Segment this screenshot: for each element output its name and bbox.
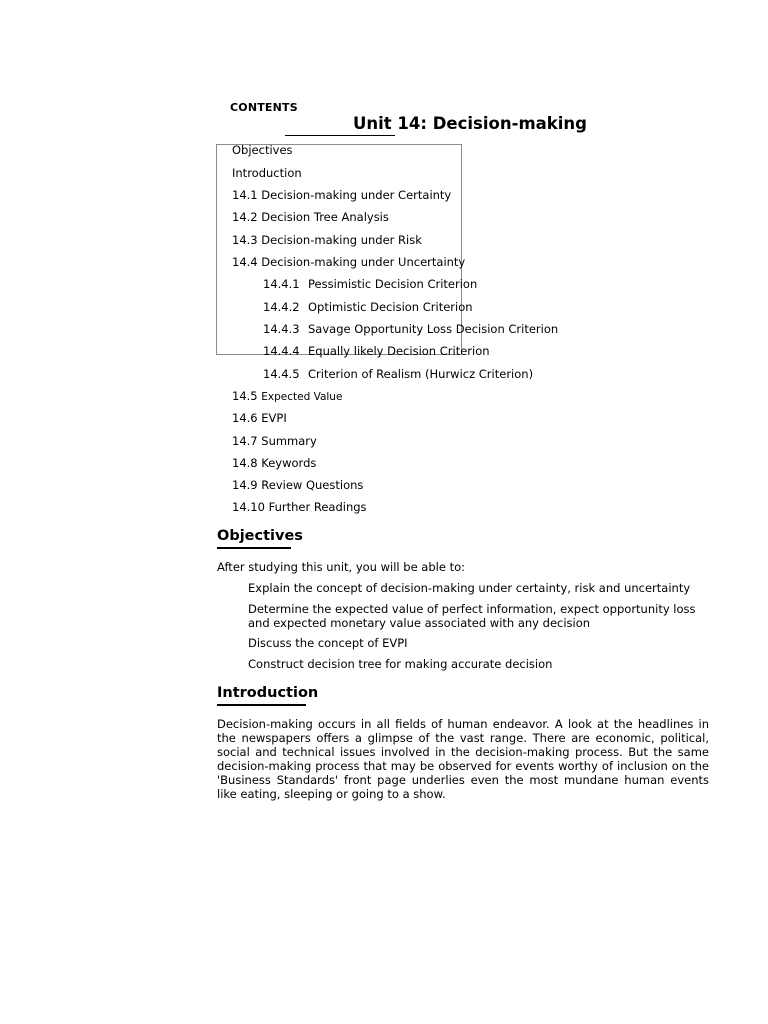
toc-item-number: 14.10 <box>232 500 265 514</box>
toc-subitem-14-4-1[interactable] <box>263 277 477 291</box>
toc-subitem-14-4-4[interactable] <box>263 344 490 358</box>
toc-item-label: Review Questions <box>261 478 364 492</box>
toc-item-number: 14.9 <box>232 478 258 492</box>
toc-subitem-14-4-5[interactable] <box>263 367 533 381</box>
toc-item-number: 14.5 <box>232 389 258 403</box>
toc-subitem-number: 14.4.4 <box>263 344 300 358</box>
objective-item: Determine the expected value of perfect information, expect opportunity loss and expected monetary value associated with any decision <box>248 602 696 630</box>
toc-subitem-number: 14.4.3 <box>263 322 300 336</box>
toc-subitem-label: Optimistic Decision Criterion <box>308 300 473 314</box>
unit-title: Unit 14: Decision-making <box>353 114 587 133</box>
title-rule <box>285 135 395 136</box>
objective-item: Explain the concept of decision-making under certainty, risk and uncertainty <box>248 581 691 595</box>
toc-subitem-label: Pessimistic Decision Criterion <box>308 277 478 291</box>
toc-item-14-9[interactable] <box>232 478 363 492</box>
toc-item-14-8[interactable] <box>232 456 316 470</box>
toc-item-number: 14.8 <box>232 456 258 470</box>
toc-item-label: EVPI <box>261 411 287 425</box>
toc-item-14-5[interactable] <box>232 389 342 404</box>
toc-subitem-label: Savage Opportunity Loss Decision Criterion <box>308 322 559 336</box>
toc-item-14-2[interactable]: 14.2 Decision Tree Analysis <box>232 210 389 224</box>
objective-item: Construct decision tree for making accurate decision <box>248 657 553 671</box>
toc-item-number: 14.7 <box>232 434 258 448</box>
contents-label: CONTENTS <box>230 101 298 114</box>
toc-item-14-7[interactable] <box>232 434 317 448</box>
toc-item-objectives[interactable]: Objectives <box>232 143 293 157</box>
toc-item-14-3[interactable]: 14.3 Decision-making under Risk <box>232 233 422 247</box>
introduction-heading-rule <box>217 704 306 706</box>
toc-item-label: Further Readings <box>268 500 367 514</box>
toc-subitem-14-4-3[interactable] <box>263 322 558 336</box>
objectives-heading: Objectives <box>217 528 303 544</box>
toc-item-14-4[interactable]: 14.4 Decision-making under Uncertainty <box>232 255 466 269</box>
toc-item-14-6[interactable] <box>232 411 287 425</box>
toc-item-label: Expected Value <box>261 391 343 403</box>
toc-item-label: Keywords <box>261 456 317 470</box>
objectives-intro: After studying this unit, you will be able to: <box>217 560 465 574</box>
toc-item-label: Summary <box>261 434 317 448</box>
introduction-paragraph: Decision-making occurs in all fields of human endeavor. A look at the headlines in the newspapers offers a glimpse of the vast range. There are economic, political, social and technical issues involved in the decision-making process. But the same decision-making process that may be observed for events worthy of inclusion on the 'Business Standards' front page underlies even the most mundane human events like eating, sleeping or going to a show. <box>217 717 709 801</box>
toc-subitem-14-4-2[interactable] <box>263 300 473 314</box>
toc-subitem-number: 14.4.2 <box>263 300 300 314</box>
objective-item: Discuss the concept of EVPI <box>248 636 408 650</box>
toc-subitem-label: Equally likely Decision Criterion <box>308 344 490 358</box>
toc-item-14-1[interactable]: 14.1 Decision-making under Certainty <box>232 188 452 202</box>
toc-item-introduction[interactable]: Introduction <box>232 166 302 180</box>
toc-subitem-label: Criterion of Realism (Hurwicz Criterion) <box>308 367 534 381</box>
objectives-heading-rule <box>217 547 291 549</box>
toc-item-number: 14.6 <box>232 411 258 425</box>
toc-subitem-number: 14.4.1 <box>263 277 300 291</box>
introduction-heading: Introduction <box>217 685 319 701</box>
toc-item-14-10[interactable] <box>232 500 367 514</box>
toc-subitem-number: 14.4.5 <box>263 367 300 381</box>
